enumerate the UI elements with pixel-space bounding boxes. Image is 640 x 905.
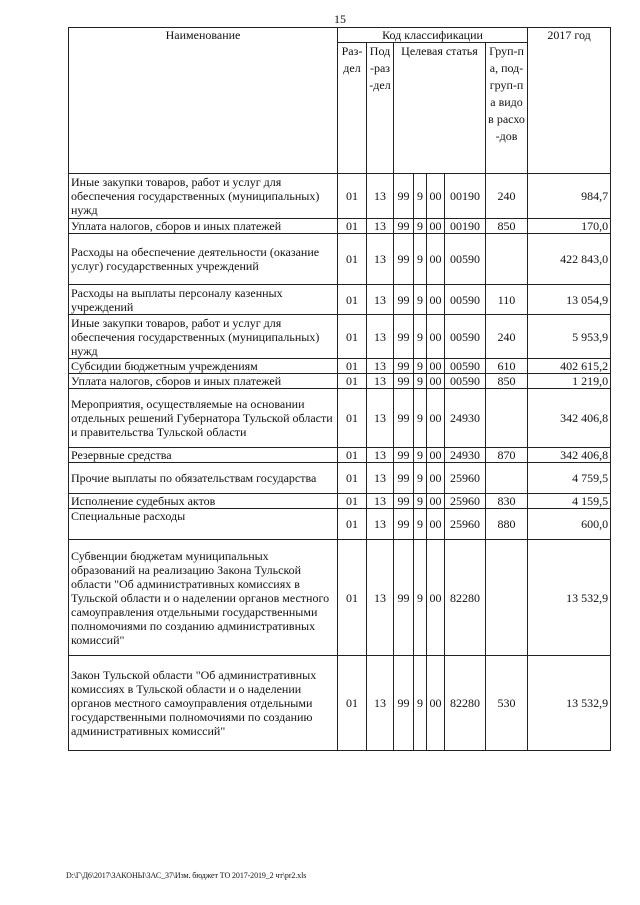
table-row — [69, 359, 611, 374]
row-target-program: 99 — [394, 389, 414, 448]
row-amount: 13 532,9 — [528, 656, 611, 751]
row-target-direction: 00590 — [445, 359, 486, 374]
table-row — [69, 448, 611, 463]
row-subsection: 13 — [367, 494, 394, 509]
row-target-subprogram: 9 — [414, 219, 427, 234]
table-row — [69, 656, 611, 751]
row-target-direction: 82280 — [445, 540, 486, 656]
table-header — [69, 28, 611, 174]
row-section: 01 — [338, 540, 367, 656]
row-expense-group — [486, 540, 528, 656]
row-section: 01 — [338, 174, 367, 219]
row-subsection: 13 — [367, 359, 394, 374]
row-expense-group: 870 — [486, 448, 528, 463]
row-name: Уплата налогов, сборов и иных платежей — [69, 219, 338, 234]
row-target-program: 99 — [394, 315, 414, 359]
row-target-direction: 00590 — [445, 285, 486, 315]
table-row — [69, 219, 611, 234]
row-target-subprogram: 9 — [414, 315, 427, 359]
row-amount: 4 759,5 — [528, 463, 611, 494]
row-target-program: 99 — [394, 463, 414, 494]
budget-table — [68, 27, 611, 751]
table-row — [69, 285, 611, 315]
row-target-subprogram: 9 — [414, 494, 427, 509]
row-expense-group: 850 — [486, 374, 528, 389]
row-name: Закон Тульской области "Об административных комиссиях в Тульской области и о наделении органов местного самоуправления отдельными государственными полномочиями по созданию административных комиссий" — [69, 656, 338, 751]
row-target-program: 99 — [394, 509, 414, 540]
table-row — [69, 509, 611, 540]
row-target-program: 99 — [394, 374, 414, 389]
header-classification: Код классификации — [338, 28, 528, 43]
row-target-direction: 00590 — [445, 374, 486, 389]
row-target-event: 00 — [427, 234, 445, 285]
row-target-subprogram: 9 — [414, 374, 427, 389]
row-subsection: 13 — [367, 174, 394, 219]
header-target-item: Целевая статья — [394, 43, 486, 174]
row-target-direction: 24930 — [445, 448, 486, 463]
row-subsection: 13 — [367, 219, 394, 234]
row-target-direction: 25960 — [445, 494, 486, 509]
row-target-program: 99 — [394, 234, 414, 285]
row-amount: 984,7 — [528, 174, 611, 219]
row-subsection: 13 — [367, 374, 394, 389]
row-expense-group: 880 — [486, 509, 528, 540]
row-target-event: 00 — [427, 509, 445, 540]
table-row — [69, 174, 611, 219]
row-subsection: 13 — [367, 463, 394, 494]
header-section: Раз-дел — [338, 43, 367, 174]
row-amount: 170,0 — [528, 219, 611, 234]
row-target-event: 00 — [427, 219, 445, 234]
row-section: 01 — [338, 315, 367, 359]
row-expense-group: 850 — [486, 219, 528, 234]
row-name: Расходы на выплаты персоналу казенных учреждений — [69, 285, 338, 315]
file-path-footer: D:\Г\Д6\2017\ЗАКОНЫ\ЗАС_37\Изм. бюджет ТО 2017-2019_2 чт\pr2.xls — [66, 871, 307, 880]
table-row — [69, 494, 611, 509]
row-section: 01 — [338, 285, 367, 315]
row-name: Прочие выплаты по обязательствам государства — [69, 463, 338, 494]
table-row — [69, 389, 611, 448]
row-expense-group: 110 — [486, 285, 528, 315]
row-target-subprogram: 9 — [414, 656, 427, 751]
table-row — [69, 374, 611, 389]
row-name: Субвенции бюджетам муниципальных образований на реализацию Закона Тульской области "Об административных комиссиях в Тульской области и о наделении органов местного самоуправления отдельными государственными полномочиями по созданию административных комиссий" — [69, 540, 338, 656]
row-target-event: 00 — [427, 540, 445, 656]
row-section: 01 — [338, 494, 367, 509]
row-target-direction: 82280 — [445, 656, 486, 751]
row-target-program: 99 — [394, 219, 414, 234]
row-subsection: 13 — [367, 656, 394, 751]
row-amount: 342 406,8 — [528, 389, 611, 448]
row-target-event: 00 — [427, 174, 445, 219]
row-target-program: 99 — [394, 656, 414, 751]
row-amount: 4 159,5 — [528, 494, 611, 509]
row-name: Иные закупки товаров, работ и услуг для обеспечения государственных (муниципальных) нужд — [69, 315, 338, 359]
row-name: Субсидии бюджетным учреждениям — [69, 359, 338, 374]
row-target-event: 00 — [427, 463, 445, 494]
row-target-event: 00 — [427, 315, 445, 359]
header-name: Наименование — [69, 28, 338, 174]
row-expense-group: 240 — [486, 315, 528, 359]
row-name: Исполнение судебных актов — [69, 494, 338, 509]
row-target-program: 99 — [394, 494, 414, 509]
table-row — [69, 463, 611, 494]
row-name: Иные закупки товаров, работ и услуг для обеспечения государственных (муниципальных) нужд — [69, 174, 338, 219]
row-section: 01 — [338, 374, 367, 389]
row-target-event: 00 — [427, 656, 445, 751]
row-expense-group — [486, 389, 528, 448]
row-amount: 13 532,9 — [528, 540, 611, 656]
row-target-event: 00 — [427, 285, 445, 315]
row-name: Уплата налогов, сборов и иных платежей — [69, 374, 338, 389]
row-expense-group: 240 — [486, 174, 528, 219]
row-section: 01 — [338, 359, 367, 374]
row-name: Специальные расходы — [69, 509, 338, 540]
row-subsection: 13 — [367, 540, 394, 656]
row-amount: 402 615,2 — [528, 359, 611, 374]
row-target-subprogram: 9 — [414, 285, 427, 315]
row-target-subprogram: 9 — [414, 389, 427, 448]
header-year: 2017 год — [528, 28, 611, 174]
row-target-subprogram: 9 — [414, 463, 427, 494]
row-target-direction: 24930 — [445, 389, 486, 448]
table-row — [69, 315, 611, 359]
row-target-program: 99 — [394, 285, 414, 315]
row-target-direction: 00590 — [445, 234, 486, 285]
row-target-program: 99 — [394, 540, 414, 656]
row-target-program: 99 — [394, 359, 414, 374]
row-name: Мероприятия, осуществляемые на основании отдельных решений Губернатора Тульской области и правительства Тульской области — [69, 389, 338, 448]
page-number: 15 — [334, 12, 346, 26]
row-subsection: 13 — [367, 509, 394, 540]
row-section: 01 — [338, 463, 367, 494]
row-amount: 600,0 — [528, 509, 611, 540]
row-target-direction: 00190 — [445, 174, 486, 219]
row-target-event: 00 — [427, 359, 445, 374]
row-subsection: 13 — [367, 389, 394, 448]
row-subsection: 13 — [367, 285, 394, 315]
row-target-subprogram: 9 — [414, 509, 427, 540]
row-target-direction: 00190 — [445, 219, 486, 234]
row-target-subprogram: 9 — [414, 448, 427, 463]
row-name: Расходы на обеспечение деятельности (оказание услуг) государственных учреждений — [69, 234, 338, 285]
row-target-event: 00 — [427, 448, 445, 463]
row-amount: 422 843,0 — [528, 234, 611, 285]
row-section: 01 — [338, 656, 367, 751]
row-expense-group: 530 — [486, 656, 528, 751]
row-target-direction: 00590 — [445, 315, 486, 359]
table-row — [69, 540, 611, 656]
row-subsection: 13 — [367, 315, 394, 359]
row-target-direction: 25960 — [445, 463, 486, 494]
row-name: Резервные средства — [69, 448, 338, 463]
row-target-event: 00 — [427, 374, 445, 389]
header-expense-group: Груп-па, под-груп-па видов расхо-дов — [486, 43, 528, 174]
row-section: 01 — [338, 234, 367, 285]
row-target-program: 99 — [394, 448, 414, 463]
row-subsection: 13 — [367, 234, 394, 285]
row-target-subprogram: 9 — [414, 234, 427, 285]
row-target-event: 00 — [427, 389, 445, 448]
row-expense-group — [486, 234, 528, 285]
header-subsection: Под-раз-дел — [367, 43, 394, 174]
row-amount: 1 219,0 — [528, 374, 611, 389]
row-amount: 5 953,9 — [528, 315, 611, 359]
row-expense-group: 830 — [486, 494, 528, 509]
row-expense-group — [486, 463, 528, 494]
row-section: 01 — [338, 219, 367, 234]
row-target-subprogram: 9 — [414, 174, 427, 219]
table-row — [69, 234, 611, 285]
row-section: 01 — [338, 448, 367, 463]
row-subsection: 13 — [367, 448, 394, 463]
row-section: 01 — [338, 509, 367, 540]
row-target-subprogram: 9 — [414, 540, 427, 656]
row-target-direction: 25960 — [445, 509, 486, 540]
row-amount: 13 054,9 — [528, 285, 611, 315]
row-target-event: 00 — [427, 494, 445, 509]
row-target-program: 99 — [394, 174, 414, 219]
row-section: 01 — [338, 389, 367, 448]
row-amount: 342 406,8 — [528, 448, 611, 463]
row-target-subprogram: 9 — [414, 359, 427, 374]
row-expense-group: 610 — [486, 359, 528, 374]
